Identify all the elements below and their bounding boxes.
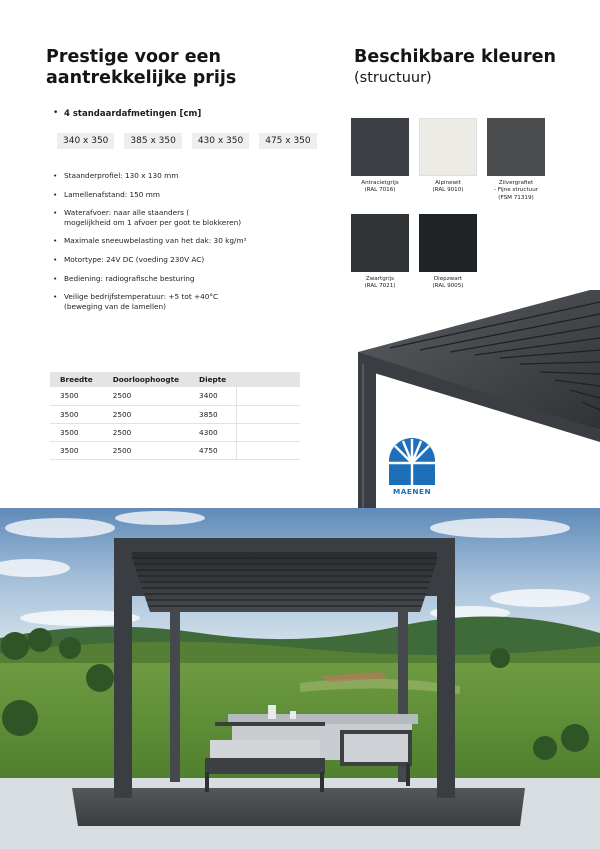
spec-item: • Lamellenafstand: 150 mm	[53, 190, 303, 200]
dimensions-table	[50, 372, 300, 460]
table-cell-empty	[237, 441, 300, 459]
table-cell: 3500	[50, 387, 103, 405]
color-swatch-diepzwart	[419, 214, 477, 272]
table-cell: 4300	[189, 423, 237, 441]
size-chip: 475 x 350	[259, 133, 316, 149]
spec-item: • Maximale sneeuwbelasting van het dak: 30 kg/m²	[53, 236, 303, 246]
color-swatch-alpinewit	[419, 118, 477, 176]
spec-list	[53, 171, 303, 320]
table-row	[50, 423, 300, 441]
maenen-logo-icon	[387, 437, 437, 485]
size-chip: 430 x 350	[192, 133, 249, 149]
table-row	[50, 387, 300, 405]
color-label: Alpinewit (RAL 9010)	[432, 180, 464, 194]
colors-title: Beschikbare kleuren	[354, 47, 556, 67]
page-title	[46, 47, 336, 89]
table-cell: 2500	[103, 405, 189, 423]
table-cell: 3500	[50, 441, 103, 459]
table-cell: 2500	[103, 441, 189, 459]
spec-item: • Staanderprofiel: 130 x 130 mm	[53, 171, 303, 181]
table-cell-empty	[237, 405, 300, 423]
table-row	[50, 405, 300, 423]
column-header: Diepte	[189, 372, 237, 387]
pergola-terrace-photo	[0, 508, 600, 849]
color-swatch-antracietgrijs	[351, 118, 409, 176]
color-label: Zilvergrafiet - Fijne structuur (FSM 71319)	[493, 180, 539, 201]
table-cell: 2500	[103, 423, 189, 441]
table-cell: 2500	[103, 387, 189, 405]
table-cell-empty	[237, 387, 300, 405]
spec-item: • Bediening: radiografische besturing	[53, 274, 303, 284]
size-chip: 385 x 350	[124, 133, 181, 149]
table-cell-empty	[237, 423, 300, 441]
color-label: Antracietgrijs (RAL 7016)	[361, 180, 399, 194]
column-header: Breedte	[50, 372, 103, 387]
standard-dims-list	[57, 133, 317, 149]
color-swatch-zwartgrijs	[351, 214, 409, 272]
size-chip: 340 x 350	[57, 133, 114, 149]
bullet-icon: •	[53, 108, 59, 118]
spec-item: • Motortype: 24V DC (voeding 230V AC)	[53, 255, 303, 265]
table-row	[50, 441, 300, 459]
table-cell: 3500	[50, 405, 103, 423]
page-title-line1: Prestige voor een	[46, 47, 221, 67]
color-label: Zwartgrijs (RAL 7021)	[364, 276, 396, 290]
page-title-line2: aantrekkelijke prijs	[46, 68, 237, 88]
column-header: Doorloophoogte	[103, 372, 189, 387]
column-header-empty	[237, 372, 300, 387]
table-header-row	[50, 372, 300, 387]
table-cell: 3500	[50, 423, 103, 441]
table-cell: 3850	[189, 405, 237, 423]
color-label: Diepzwart (RAL 9005)	[432, 276, 464, 290]
table-cell: 3400	[189, 387, 237, 405]
standard-dims-heading: 4 standaardafmetingen [cm]	[64, 109, 202, 119]
colors-subtitle: (structuur)	[354, 70, 432, 86]
spec-item: • Waterafvoer: naar alle staanders ( mogelijkheid om 1 afvoer per goot te blokkeren)	[53, 208, 303, 227]
logo-text: MAENEN	[392, 487, 432, 496]
spec-item: • Veilige bedrijfstemperatuur: +5 tot +40°C (beweging van de lamellen)	[53, 292, 303, 311]
color-swatch-zilvergrafiet	[487, 118, 545, 176]
table-cell: 4750	[189, 441, 237, 459]
